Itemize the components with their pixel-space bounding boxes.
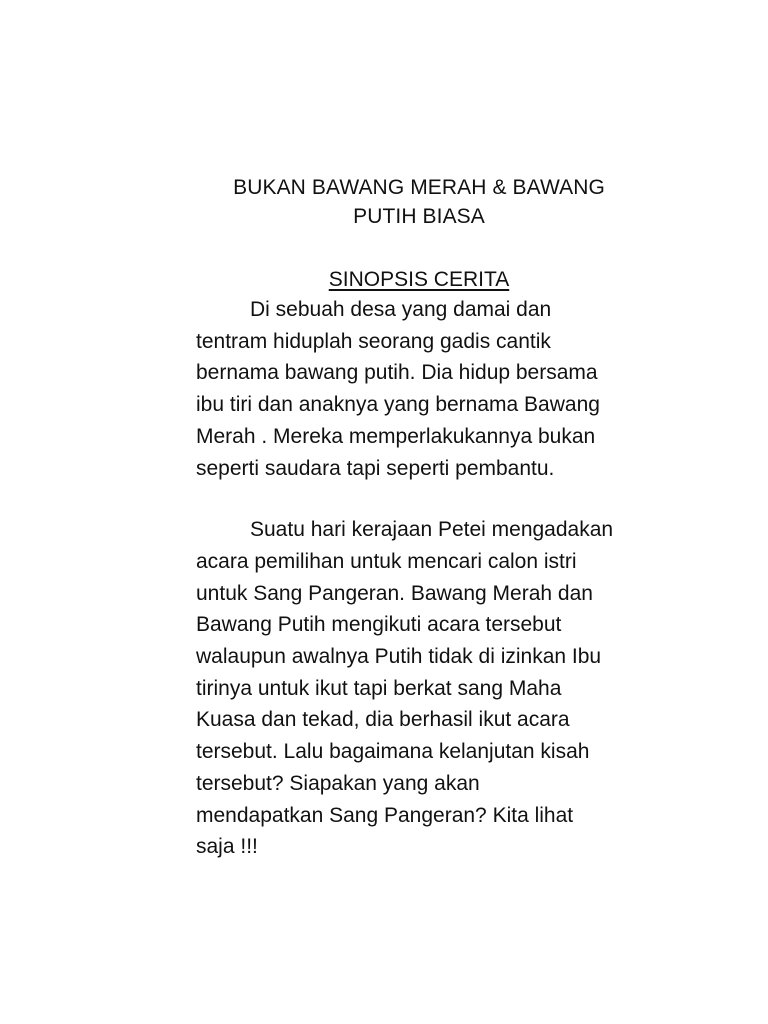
text-line: Merah . Mereka memperlakukannya bukan [196, 424, 596, 448]
text-line: untuk Sang Pangeran. Bawang Merah dan [196, 581, 593, 605]
text-line: seperti saudara tapi seperti pembantu. [196, 456, 555, 480]
text-line: Suatu hari kerajaan Petei mengadakan [250, 518, 614, 542]
text-line: saja !!! [196, 835, 258, 859]
text-line: tentram hiduplah seorang gadis cantik [196, 329, 551, 353]
text-line: tirinya untuk ikut tapi berkat sang Maha [196, 676, 562, 700]
text-line: tersebut. Lalu bagaimana kelanjutan kisah [196, 740, 590, 764]
title-line: BUKAN BAWANG MERAH & BAWANG [233, 176, 605, 199]
document-title [196, 173, 642, 231]
synopsis-paragraph-2 [196, 514, 642, 863]
text-line: mendapatkan Sang Pangeran? Kita lihat [196, 803, 574, 827]
text-line: Bawang Putih mengikuti acara tersebut [196, 613, 562, 637]
synopsis-paragraph-1 [196, 294, 642, 484]
document-body [196, 173, 642, 863]
text-line: tersebut? Siapakan yang akan [196, 771, 480, 795]
text-line: Kuasa dan tekad, dia berhasil ikut acara [196, 708, 570, 732]
text-line: bernama bawang putih. Dia hidup bersama [196, 361, 598, 385]
title-line: PUTIH BIASA [353, 205, 485, 228]
text-line: walaupun awalnya Putih tidak di izinkan Ibu [196, 645, 602, 669]
text-line: ibu tiri dan anaknya yang bernama Bawang [196, 393, 600, 417]
section-heading: SINOPSIS CERITA [328, 268, 510, 291]
text-line: Di sebuah desa yang damai dan [250, 298, 552, 321]
text-line: acara pemilihan untuk mencari calon istri [196, 549, 577, 573]
